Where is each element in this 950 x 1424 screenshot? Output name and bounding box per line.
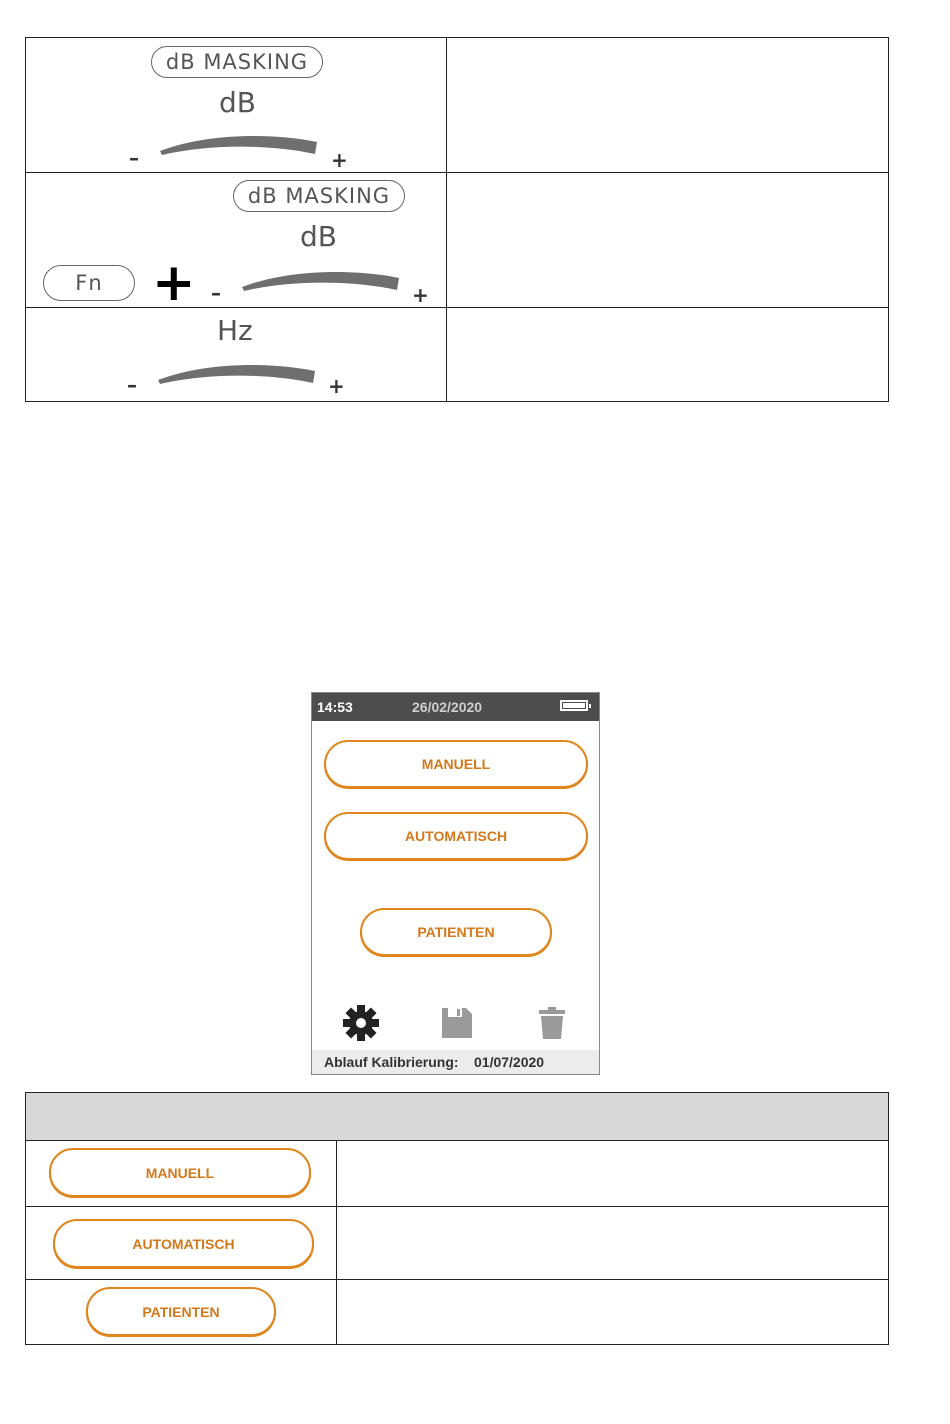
buttons-table (25, 1092, 889, 1345)
automatic-button: AUTOMATISCH (53, 1219, 314, 1268)
control-row-hz (26, 308, 888, 401)
gear-icon[interactable] (342, 1004, 380, 1042)
control-description (448, 38, 888, 172)
patients-button[interactable]: PATIENTEN (360, 908, 552, 956)
automatic-button[interactable]: AUTOMATISCH (324, 812, 588, 860)
floppy-disk-icon[interactable] (440, 1006, 474, 1040)
unit-label: dB (219, 86, 256, 119)
status-time: 14:53 (317, 699, 353, 715)
calibration-label: Ablauf Kalibrierung: (324, 1054, 459, 1070)
minus-sign: – (127, 373, 137, 397)
rotary-knob-icon (157, 361, 317, 389)
button-description (338, 1141, 888, 1206)
control-description (448, 308, 888, 401)
trash-icon[interactable] (538, 1006, 566, 1040)
minus-sign: – (211, 281, 221, 305)
controls-table (25, 37, 889, 402)
control-description (448, 173, 888, 307)
db-masking-key-label: dB MASKING (151, 46, 323, 78)
calibration-date: 01/07/2020 (474, 1054, 545, 1070)
button-description (338, 1207, 888, 1279)
device-screen (311, 692, 600, 1075)
unit-label: Hz (217, 314, 253, 347)
plus-sign: + (412, 283, 429, 307)
plus-sign: + (328, 374, 345, 398)
rotary-knob-icon (159, 132, 319, 160)
db-masking-key-label: dB MASKING (233, 180, 405, 212)
fn-key-label: Fn (43, 265, 135, 301)
minus-sign: – (129, 146, 139, 170)
patients-button: PATIENTEN (86, 1287, 276, 1336)
table-row (26, 1207, 888, 1280)
calibration-footer (312, 1050, 599, 1074)
unit-label: dB (300, 220, 337, 253)
control-row-fn-db-masking (26, 173, 888, 313)
table-header (26, 1093, 888, 1141)
control-row-db-masking (26, 38, 888, 173)
button-description (338, 1280, 888, 1344)
rotary-knob-icon (241, 268, 401, 296)
manual-button[interactable]: MANUELL (324, 740, 588, 788)
status-bar (312, 693, 599, 721)
status-date: 26/02/2020 (412, 699, 483, 715)
table-row (26, 1141, 888, 1207)
table-row (26, 1280, 888, 1344)
plus-sign: + (331, 148, 348, 172)
battery-full-icon (560, 700, 588, 711)
manual-button: MANUELL (49, 1148, 311, 1197)
combination-plus-icon: + (152, 253, 196, 313)
